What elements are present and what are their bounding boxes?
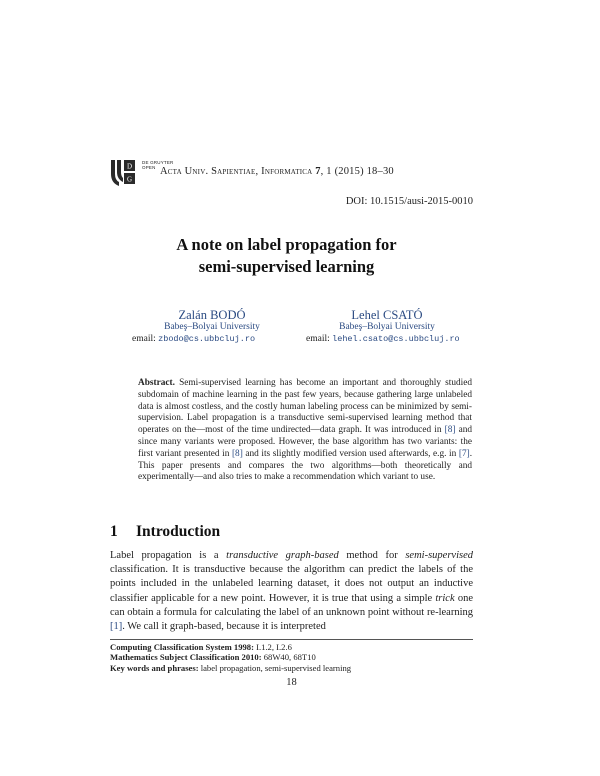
svg-text:G: G bbox=[126, 175, 133, 184]
author-name: Zalán BODÓ bbox=[178, 308, 246, 322]
section-heading bbox=[110, 523, 220, 541]
section-number: 1 bbox=[110, 523, 118, 540]
footnote-line: Computing Classification System 1998: I.1.2, I.2.6 bbox=[110, 642, 292, 652]
page-number: 18 bbox=[286, 677, 297, 688]
author-email: email: zbodo@cs.ubbcluj.ro bbox=[132, 334, 256, 344]
citation-link[interactable]: [8] bbox=[444, 425, 456, 436]
journal-volume: 7 bbox=[315, 166, 321, 177]
citation-link[interactable]: [1] bbox=[110, 621, 123, 633]
footnote-line: Mathematics Subject Classification 2010: 68W40, 68T10 bbox=[110, 652, 316, 663]
footnote-line: Key words and phrases: label propagation, semi-supervised learning bbox=[110, 662, 352, 673]
svg-text:D: D bbox=[126, 162, 133, 171]
author-affiliation: Babeş–Bolyai University bbox=[339, 322, 435, 332]
paper-title bbox=[100, 234, 473, 278]
journal-name: Acta Univ. Sapientiae, Informatica bbox=[160, 166, 313, 177]
footnote-rule bbox=[110, 639, 473, 640]
title-line-1: A note on label propagation for bbox=[176, 235, 397, 254]
section-title: Introduction bbox=[136, 523, 221, 540]
author-name: Lehel CSATÓ bbox=[351, 308, 423, 322]
email-link[interactable]: lehel.csato@cs.ubbcluj.ro bbox=[332, 334, 460, 344]
author-email: email: lehel.csato@cs.ubbcluj.ro bbox=[306, 334, 460, 344]
doi: DOI: 10.1515/ausi-2015-0010 bbox=[345, 196, 473, 207]
email-link[interactable]: zbodo@cs.ubbcluj.ro bbox=[158, 334, 256, 344]
abstract: Abstract. Semi-supervised learning has become an important and thoroughly studied subdomain of machine learning in the past few years, because gathering large unlabeled data is almost costless, and the costly human labeling process can be minimized by semi-supervision. Label propagation is a transductive semi-supervised learning method that operates on the—most of the time undirected—data graph. It was introduced in [8] and since many variants were proposed. However, the base algorithm has two variants: the first variant presented in [8] and its slightly modified version used afterwards, e.g. in [7]. This paper presents and compares the two algorithms—both theoretically and experimentally—and also tries to make a recommendation which variant to use. bbox=[138, 378, 473, 483]
abstract-label: Abstract. bbox=[138, 378, 175, 388]
publisher-logo-text: DE GRUYTER OPEN bbox=[142, 160, 174, 170]
publisher-logo bbox=[109, 158, 137, 188]
journal-header bbox=[160, 166, 394, 177]
title-line-2: semi-supervised learning bbox=[198, 257, 375, 276]
journal-issue: , 1 (2015) 18–30 bbox=[320, 166, 394, 177]
citation-link[interactable]: [8] bbox=[231, 448, 243, 459]
body-paragraph: Label propagation is a transductive graph-based method for semi-supervised classification. It is transductive because the algorithm can predict the labels of the points included in the unlabeled learning dataset, it does not output an inductive classifier applicable for a new point. However, it is true that using a simple trick one can obtain a formula for calculating the label of an unknown point without re-learning [1]. We call it graph-based, because it is interpreted bbox=[110, 550, 473, 633]
citation-link[interactable]: [7] bbox=[458, 448, 470, 459]
author-affiliation: Babeş–Bolyai University bbox=[164, 322, 260, 332]
footnotes bbox=[110, 642, 473, 673]
